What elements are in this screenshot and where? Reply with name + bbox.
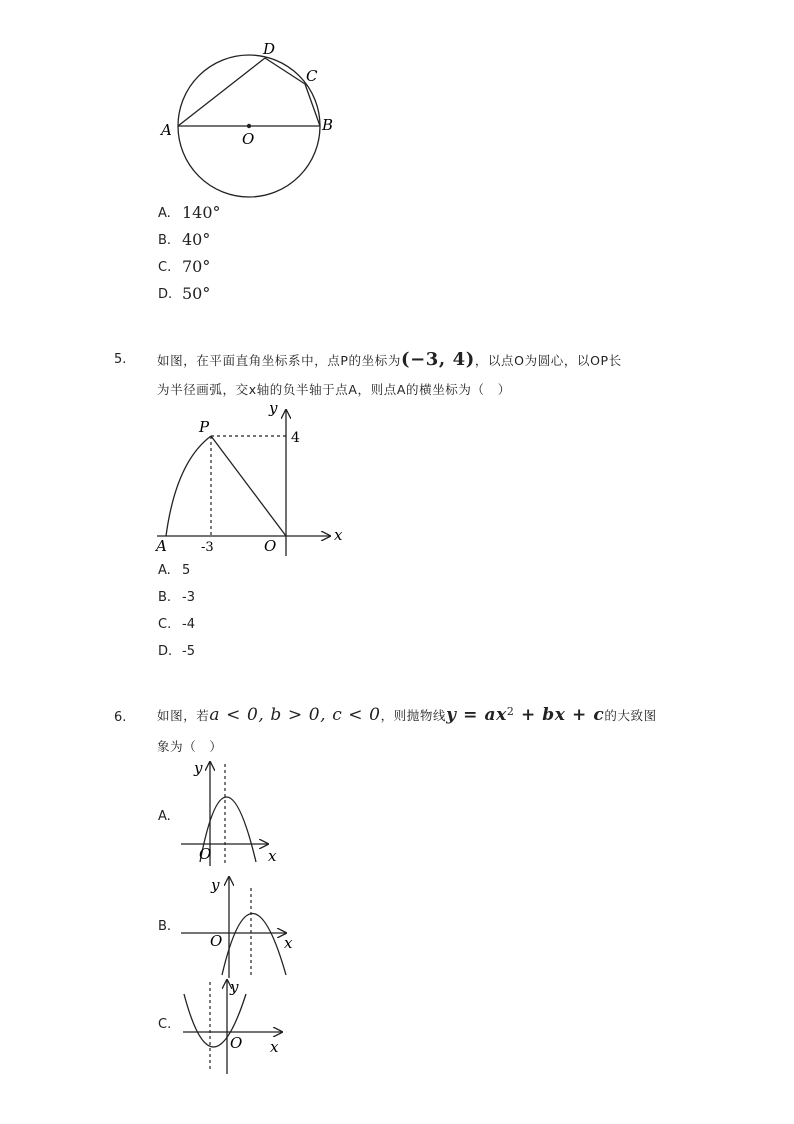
- q4-label-C: C: [306, 67, 318, 85]
- q6-b-label-O: O: [210, 932, 223, 950]
- q5-label-P: P: [199, 418, 210, 436]
- q6-b-label-y: y: [211, 876, 220, 894]
- q6-b-label-x: x: [284, 934, 293, 952]
- q5-option-a-letter: A.: [158, 563, 171, 578]
- q6-mid: ，则抛物线: [380, 708, 447, 724]
- q6-a-label-O: O: [199, 845, 212, 863]
- q6-text-line2: 象为（ ）: [157, 739, 223, 754]
- q5-option-a-value: 5: [182, 563, 191, 578]
- q4-option-a-letter: A.: [158, 206, 171, 221]
- q5-label-y: y: [269, 399, 278, 417]
- q4-label-O: O: [242, 130, 255, 148]
- q6-option-b-letter: B.: [158, 919, 172, 934]
- q5-option-b-value: -3: [182, 590, 195, 605]
- q6-cond-b: b > 0,: [270, 705, 333, 726]
- q6-equation-lhs: y = ax: [446, 705, 507, 726]
- q4-label-B: B: [322, 116, 334, 134]
- q5-option-c-letter: C.: [158, 617, 172, 632]
- q5-label-4: 4: [291, 430, 300, 446]
- q6-prefix: 如图，若: [157, 708, 210, 724]
- q5-option-c-value: -4: [182, 617, 195, 632]
- q5-coord: (−3, 4): [400, 349, 475, 370]
- q4-label-D: D: [263, 40, 276, 58]
- q5-option-d-value: -5: [182, 644, 195, 659]
- q6-equation-sup: 2: [506, 705, 515, 718]
- q4-option-c-value: 70°: [182, 257, 211, 276]
- q4-option-b-value: 40°: [182, 230, 211, 249]
- q6-a-label-y: y: [194, 759, 203, 777]
- q6-number: 6.: [114, 710, 127, 725]
- q5-text-line2: 为半径画弧，交x轴的负半轴于点A，则点A的横坐标为（ ）: [157, 382, 511, 397]
- q6-option-a-letter: A.: [158, 809, 171, 824]
- q5-label-neg3: -3: [201, 540, 214, 555]
- q4-option-d-letter: D.: [158, 287, 173, 302]
- q6-a-label-x: x: [268, 847, 277, 865]
- q6-cond-a: a < 0,: [209, 705, 271, 726]
- q4-label-A: A: [161, 121, 172, 139]
- q6-option-c-letter: C.: [158, 1017, 172, 1032]
- q4-option-d-value: 50°: [182, 284, 211, 303]
- q6-cond-c: c < 0: [332, 705, 381, 726]
- q5-label-A: A: [156, 537, 167, 555]
- q5-text-a: 如图，在平面直角坐标系中，点P的坐标为: [157, 353, 401, 368]
- q5-number: 5.: [114, 352, 127, 367]
- q5-option-d-letter: D.: [158, 644, 173, 659]
- q6-c-label-x: x: [270, 1038, 279, 1056]
- q6-c-label-O: O: [230, 1034, 243, 1052]
- q5-label-x: x: [334, 526, 343, 544]
- q4-option-b-letter: B.: [158, 233, 172, 248]
- q5-label-O: O: [264, 537, 277, 555]
- q5-text-b: ，以点O为圆心，以OP长: [474, 353, 622, 368]
- q5-option-b-letter: B.: [158, 590, 172, 605]
- q6-suffix: 的大致图: [604, 708, 657, 724]
- q6-c-label-y: y: [230, 978, 239, 996]
- q4-option-c-letter: C.: [158, 260, 172, 275]
- q6-equation-rhs: + bx + c: [514, 705, 605, 726]
- q4-option-a-value: 140°: [182, 203, 221, 222]
